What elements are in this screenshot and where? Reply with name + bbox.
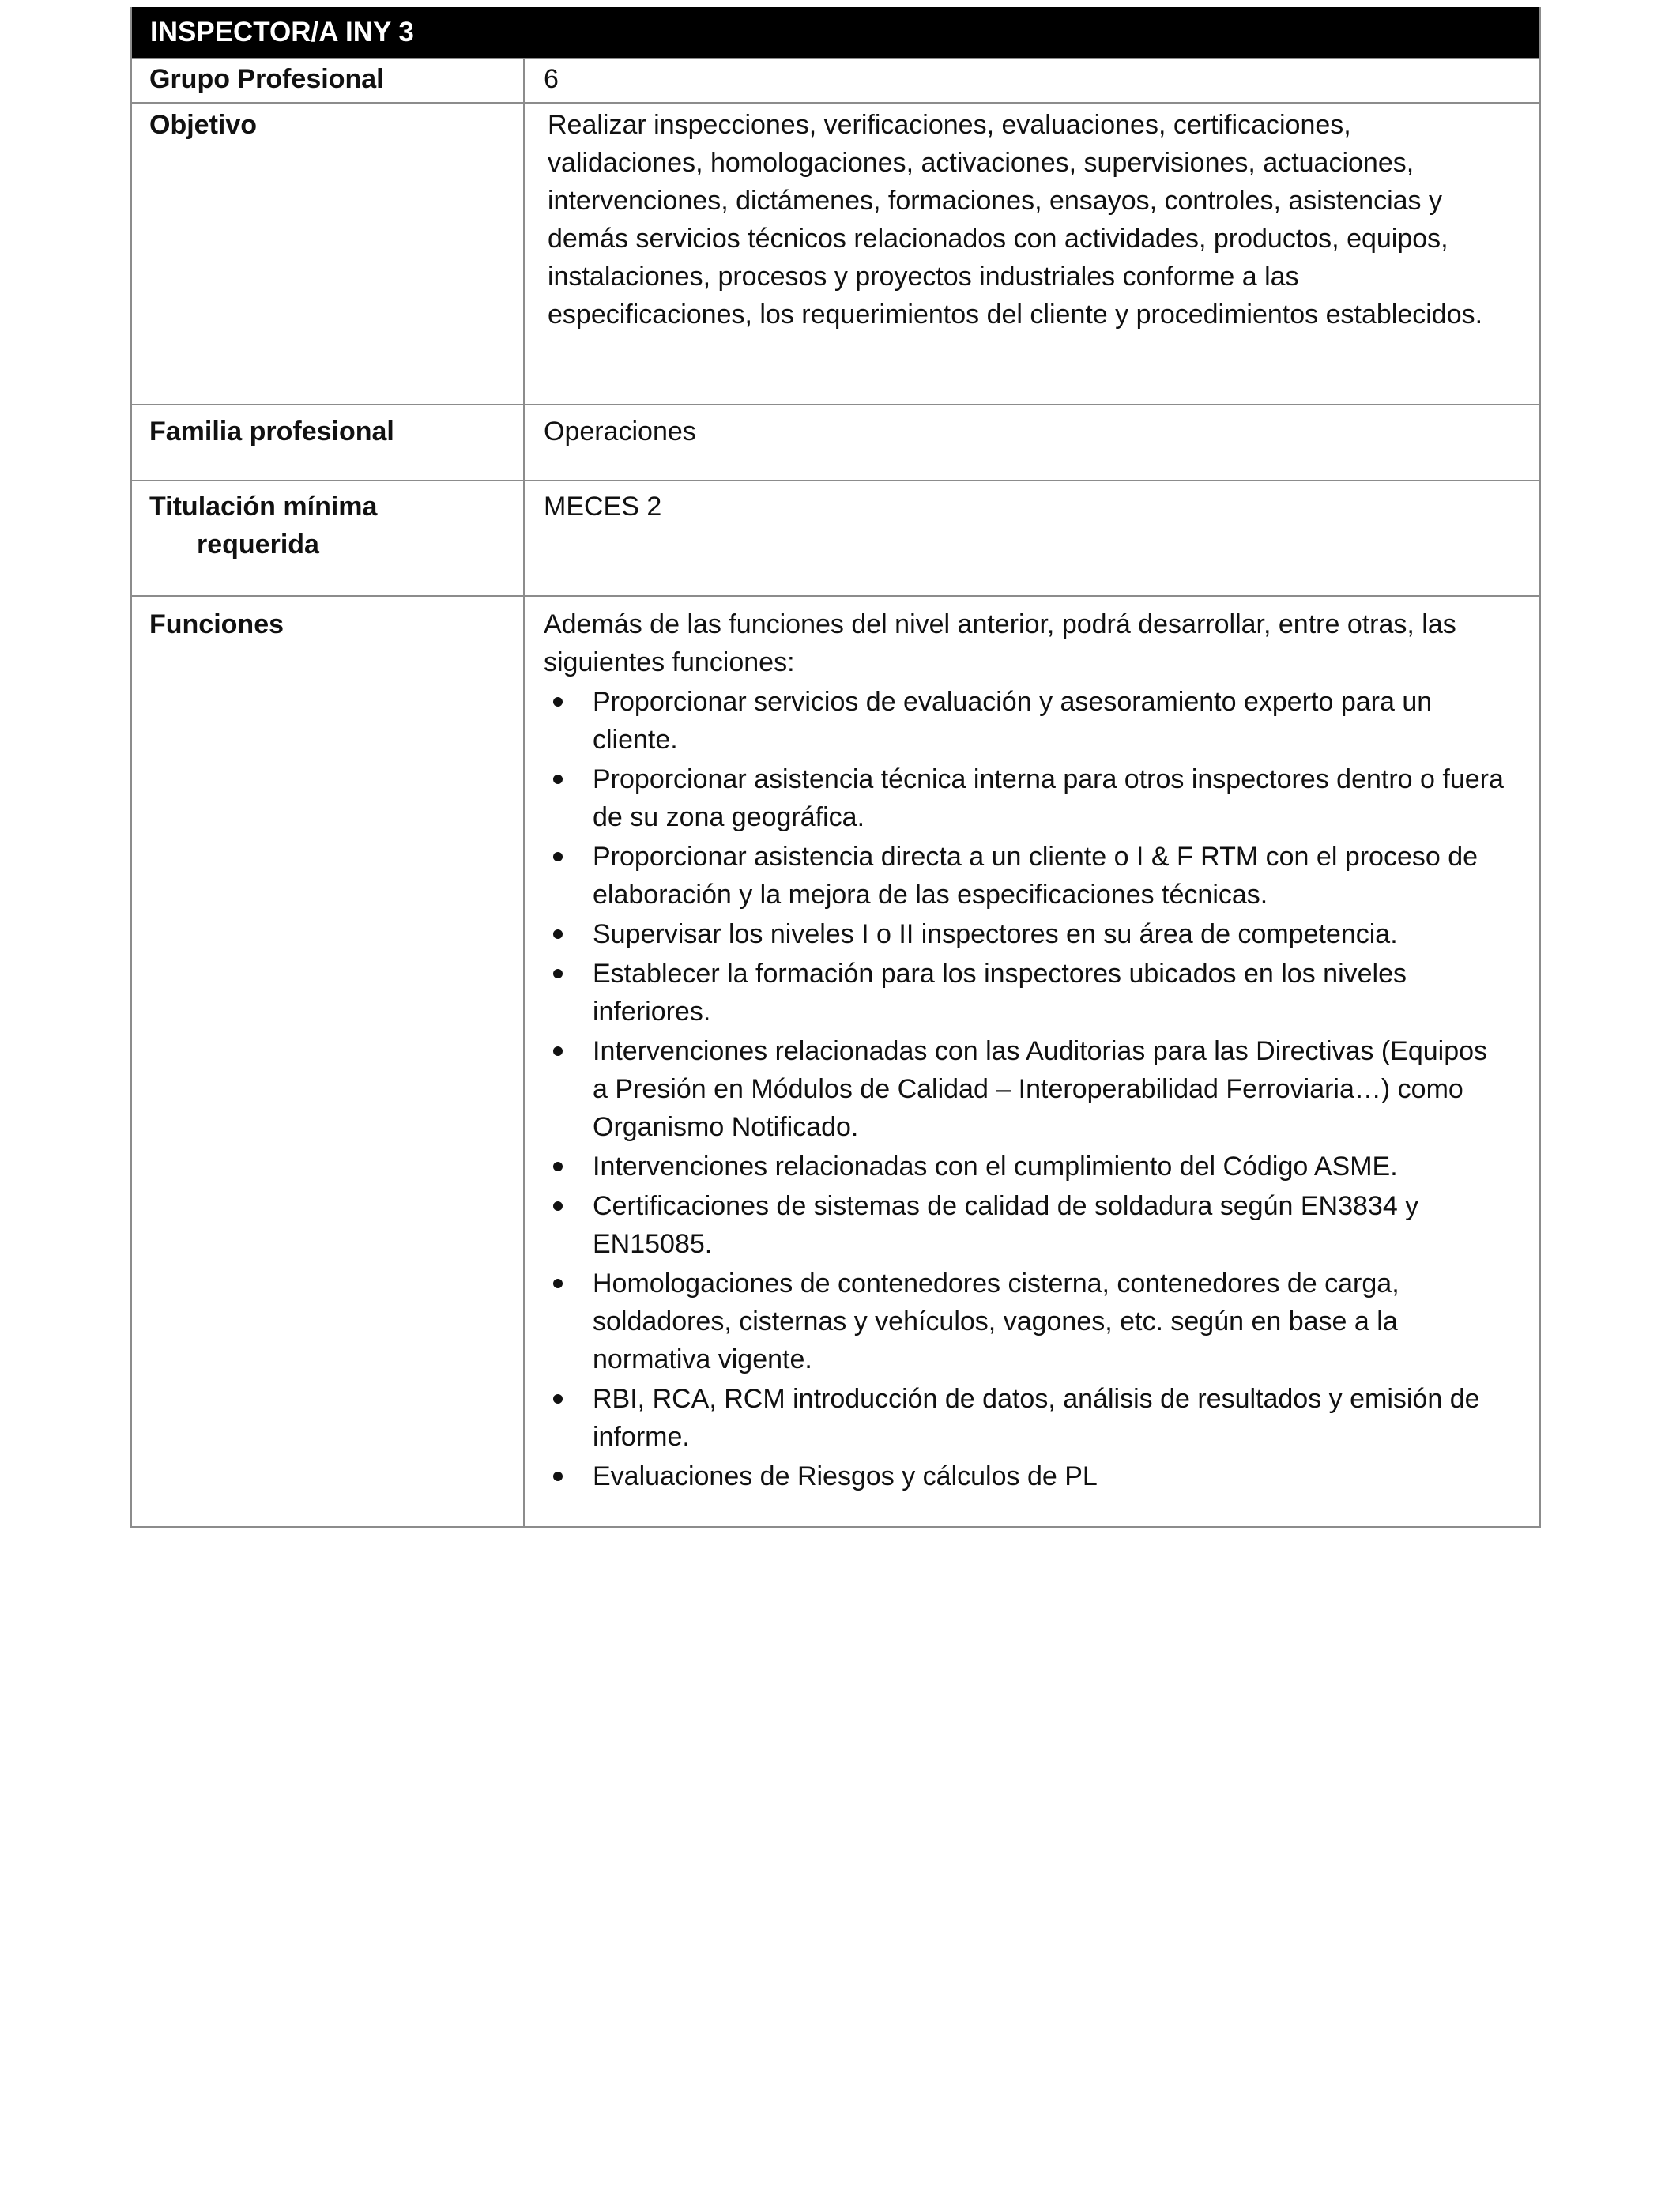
row-grupo-profesional [132, 58, 1539, 102]
list-item-text: Evaluaciones de Riesgos y cálculos de PL [593, 1461, 1098, 1491]
list-item [544, 683, 1508, 759]
list-item [544, 1032, 1508, 1146]
list-item [544, 838, 1508, 914]
list-item-text: Proporcionar asistencia técnica interna para otros inspectores dentro o fuera de su zona geográfica. [593, 764, 1504, 832]
bullet-icon [553, 775, 563, 784]
funciones-list [544, 683, 1508, 1495]
bullet-icon [553, 1279, 563, 1288]
list-item [544, 955, 1508, 1031]
bullet-icon [553, 1046, 563, 1056]
label-titulacion-line2: requerida [197, 530, 319, 560]
job-title: INSPECTOR/A INY 3 [150, 17, 414, 47]
value-titulacion-minima: MECES 2 [544, 492, 662, 522]
list-item-text: Proporcionar asistencia directa a un cliente o I & F RTM con el proceso de elaboración y la mejora de las especificaciones técnicas. [593, 842, 1478, 910]
value-funciones [525, 597, 1539, 1526]
bullet-icon [553, 929, 563, 939]
label-titulacion-minima [132, 481, 525, 595]
list-item-text: Intervenciones relacionadas con las Auditorias para las Directivas (Equipos a Presión en Módulos de Calidad – Interoperabilidad Ferroviaria…) como Organismo Notificado. [593, 1036, 1488, 1142]
list-item-text: Establecer la formación para los inspectores ubicados en los niveles inferiores. [593, 959, 1407, 1027]
list-item [544, 1380, 1508, 1456]
bullet-icon [553, 969, 563, 978]
list-item-text: Homologaciones de contenedores cisterna, contenedores de carga, soldadores, cisternas y vehículos, vagones, etc. según en base a la normativa vigente. [593, 1269, 1399, 1374]
funciones-intro: Además de las funciones del nivel anterior, podrá desarrollar, entre otras, las siguientes funciones: [544, 609, 1456, 677]
list-item-text: Intervenciones relacionadas con el cumplimiento del Código ASME. [593, 1152, 1398, 1182]
row-funciones [132, 595, 1539, 1526]
list-item [544, 760, 1508, 836]
label-funciones: Funciones [132, 597, 525, 1526]
row-familia-profesional [132, 404, 1539, 480]
row-titulacion-minima [132, 480, 1539, 595]
value-objetivo: Realizar inspecciones, verificaciones, evaluaciones, certificaciones, validaciones, homologaciones, activaciones, supervisiones, actuaciones, intervenciones, dictámenes, formaciones, ensayos, controles, asistencias y demás servicios técnicos relacionados con actividades, productos, equipos, instalaciones, procesos y proyectos industriales conforme a las especificaciones, los requerimientos del cliente y procedimientos establecidos. [548, 110, 1483, 330]
job-profile-table [130, 7, 1541, 1528]
list-item-text: RBI, RCA, RCM introducción de datos, análisis de resultados y emisión de informe. [593, 1384, 1480, 1452]
list-item-text: Supervisar los niveles I o II inspectores en su área de competencia. [593, 919, 1398, 949]
row-objetivo [132, 102, 1539, 404]
table-header [132, 7, 1539, 58]
value-familia-profesional: Operaciones [544, 417, 696, 447]
bullet-icon [553, 852, 563, 861]
bullet-icon [553, 1394, 563, 1404]
bullet-icon [553, 697, 563, 707]
list-item [544, 1148, 1508, 1186]
label-objetivo: Objetivo [132, 104, 525, 404]
list-item-text: Certificaciones de sistemas de calidad de soldadura según EN3834 y EN15085. [593, 1191, 1419, 1259]
list-item [544, 1187, 1508, 1263]
label-grupo-profesional: Grupo Profesional [132, 59, 525, 102]
bullet-icon [553, 1472, 563, 1481]
list-item-text: Proporcionar servicios de evaluación y asesoramiento experto para un cliente. [593, 687, 1433, 755]
list-item [544, 1265, 1508, 1378]
label-familia-profesional: Familia profesional [132, 405, 525, 480]
bullet-icon [553, 1162, 563, 1171]
value-grupo-profesional: 6 [544, 64, 559, 94]
list-item [544, 915, 1508, 953]
label-titulacion-line1: Titulación mínima [149, 492, 378, 522]
list-item [544, 1457, 1508, 1495]
bullet-icon [553, 1201, 563, 1211]
